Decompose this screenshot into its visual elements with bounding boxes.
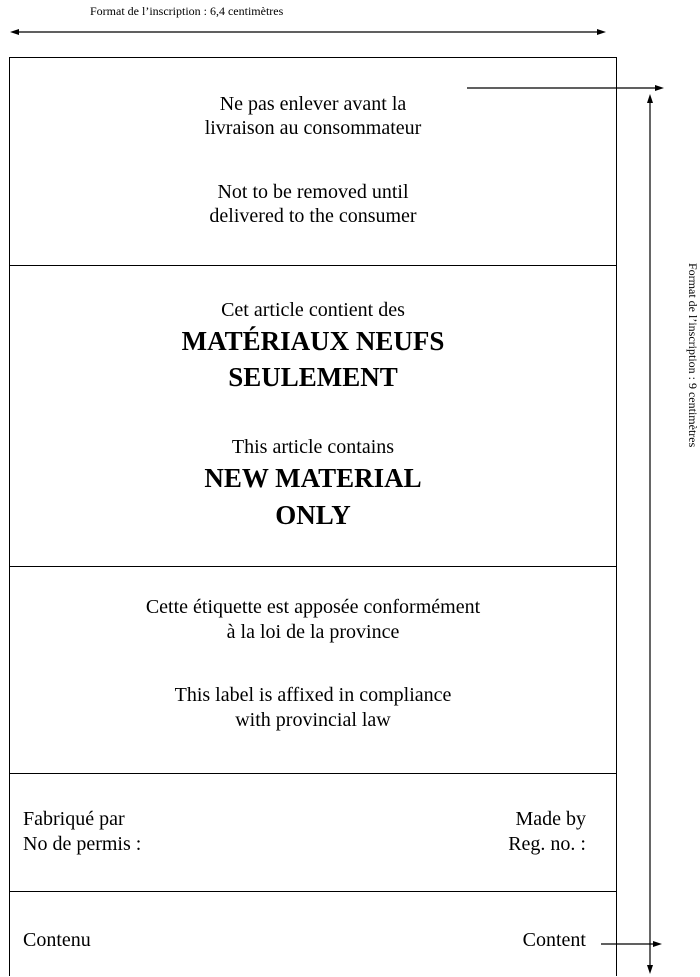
- contents-section: [10, 266, 616, 567]
- content-fr: Contenu: [23, 929, 91, 951]
- height-dimension-label: Format de l’inscription : 9 centimètres: [686, 263, 700, 448]
- contents-en-bold2: ONLY: [275, 500, 351, 530]
- maker-section: [10, 774, 616, 892]
- maker-fr-reg: No de permis :: [23, 833, 142, 855]
- width-arrow: [10, 29, 606, 35]
- compliance-fr-line1: Cette étiquette est apposée conformément: [145, 596, 481, 618]
- contents-fr-intro: Cet article contient des: [221, 299, 405, 321]
- compliance-en-line2: with provincial law: [235, 709, 391, 731]
- height-arrow: [647, 94, 653, 974]
- label-box: [9, 57, 617, 976]
- contents-en-bold1: NEW MATERIAL: [204, 463, 422, 493]
- removal-en-line1: Not to be removed until: [217, 181, 409, 203]
- maker-fr-made: Fabriqué par: [23, 808, 125, 830]
- contents-fr-bold2: SEULEMENT: [228, 362, 398, 392]
- removal-section: [10, 58, 616, 266]
- removal-en-line2: delivered to the consumer: [209, 205, 417, 227]
- maker-en-made: Made by: [515, 808, 586, 830]
- compliance-section: [10, 567, 616, 774]
- maker-en-reg: Reg. no. :: [508, 833, 586, 855]
- contents-en-intro: This article contains: [231, 436, 395, 458]
- contents-fr-bold1: MATÉRIAUX NEUFS: [181, 326, 445, 356]
- removal-fr-line2: livraison au consommateur: [204, 117, 422, 139]
- content-en: Content: [522, 929, 586, 951]
- compliance-fr-line2: à la loi de la province: [226, 621, 400, 643]
- content-section: [10, 892, 616, 977]
- width-dimension-label: Format de l’inscription : 6,4 centimètres: [90, 4, 284, 18]
- removal-fr-line1: Ne pas enlever avant la: [219, 93, 407, 115]
- compliance-en-line1: This label is affixed in compliance: [174, 684, 452, 706]
